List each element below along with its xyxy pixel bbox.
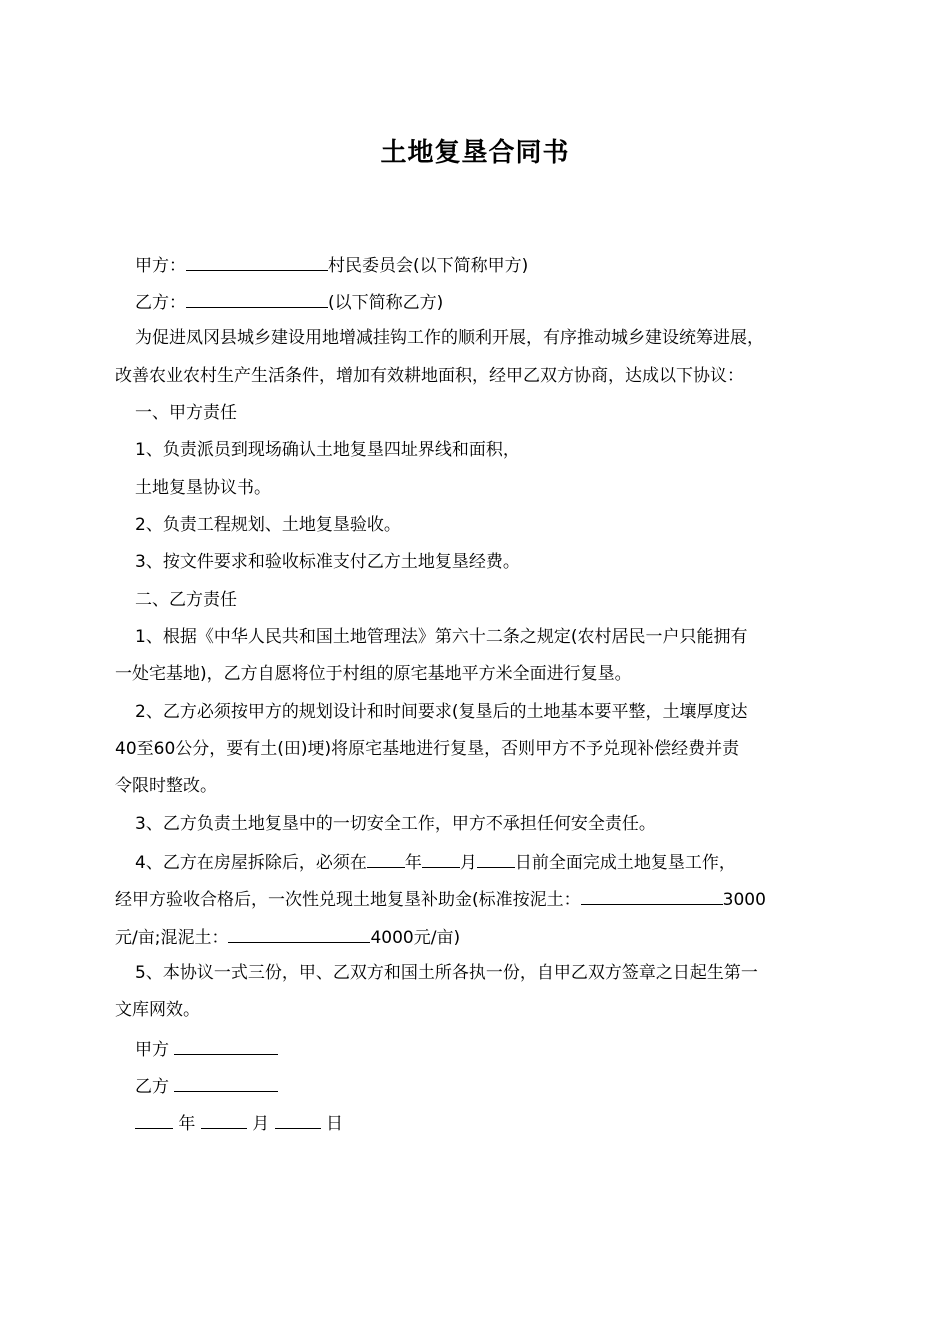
sign-a-label: 甲方 [135, 1040, 169, 1060]
party-b-duty-3: 3、乙方负责土地复垦中的一切安全工作，甲方不承担任何安全责任。 [135, 814, 656, 834]
party-a-duty-2: 2、负责工程规划、土地复垦验收。 [135, 515, 401, 535]
concrete-rate-blank [228, 924, 370, 943]
party-b-duty-1: 1、根据《中华人民共和国土地管理法》第六十二条之规定(农村居民一户只能拥有 [135, 627, 748, 647]
concrete-text: 元/亩;混泥土： [115, 928, 229, 948]
soil-rate-value: 3000 [722, 890, 766, 910]
party-b-blank [186, 289, 328, 308]
month-label: 月 [459, 853, 477, 873]
intro-line-1: 为促进凤冈县城乡建设用地增减挂钩工作的顺利开展，有序推动城乡建设统筹进展， [135, 328, 764, 348]
day-label-text: 日前全面完成土地复垦工作， [514, 853, 736, 873]
section-heading-party-a: 一、甲方责任 [135, 403, 237, 423]
sign-month-blank [201, 1110, 247, 1129]
sign-month-label: 月 [252, 1114, 270, 1134]
sign-year-blank [135, 1110, 173, 1129]
party-b-duty-5-cont: 文库网效。 [115, 1000, 200, 1020]
sign-year-label: 年 [178, 1114, 196, 1134]
signature-party-a [135, 1036, 865, 1062]
party-a-duty-1: 1、负责派员到现场确认土地复垦四址界线和面积， [135, 440, 520, 460]
intro-line-2: 改善农业农村生产生活条件，增加有效耕地面积，经甲乙双方协商，达成以下协议： [115, 366, 744, 386]
party-a-suffix: 村民委员会(以下简称甲方) [328, 256, 529, 276]
party-b-duty-4 [135, 849, 865, 875]
sign-a-blank [174, 1036, 278, 1055]
sign-b-label: 乙方 [135, 1077, 169, 1097]
party-b-label: 乙方： [135, 293, 186, 313]
party-a-duty-3: 3、按文件要求和验收标准支付乙方土地复垦经费。 [135, 552, 520, 572]
party-a-blank [186, 252, 328, 271]
subsidy-text: 经甲方验收合格后，一次性兑现土地复垦补助金(标准按泥土： [115, 890, 581, 910]
soil-rate-blank [581, 886, 723, 905]
party-b-suffix: (以下简称乙方) [328, 293, 444, 313]
sign-day-label: 日 [326, 1114, 344, 1134]
party-b-duty-1-cont: 一处宅基地)，乙方自愿将位于村组的原宅基地平方米全面进行复垦。 [115, 664, 632, 684]
document-title: 土地复垦合同书 [380, 138, 570, 168]
signature-date [135, 1110, 865, 1136]
party-b-line [135, 289, 865, 315]
sign-b-blank [174, 1073, 278, 1092]
year-label: 年 [404, 853, 422, 873]
day-blank [477, 849, 515, 868]
party-b-duty-2-cont: 40至60公分，要有土(田)埂)将原宅基地进行复垦，否则甲方不予兑现补偿经费并责 [115, 739, 740, 759]
party-a-line [135, 252, 865, 278]
concrete-rate-value: 4000元/亩) [370, 928, 461, 948]
party-a-label: 甲方： [135, 256, 186, 276]
party-b-duty-5: 5、本协议一式三份，甲、乙双方和国土所各执一份，自甲乙双方签章之日起生第一 [135, 963, 758, 983]
party-b-duty-4-cont [115, 886, 845, 912]
section-heading-party-b: 二、乙方责任 [135, 590, 237, 610]
signature-party-b [135, 1073, 865, 1099]
duty-4-text: 4、乙方在房屋拆除后，必须在 [135, 853, 367, 873]
month-blank [422, 849, 460, 868]
year-blank [367, 849, 405, 868]
sign-day-blank [275, 1110, 321, 1129]
party-b-duty-2: 2、乙方必须按甲方的规划设计和时间要求(复垦后的土地基本要平整，土壤厚度达 [135, 702, 748, 722]
party-b-duty-2-cont2: 令限时整改。 [115, 776, 217, 796]
party-b-duty-4-cont2 [115, 924, 845, 950]
party-a-duty-1-cont: 土地复垦协议书。 [135, 478, 271, 498]
